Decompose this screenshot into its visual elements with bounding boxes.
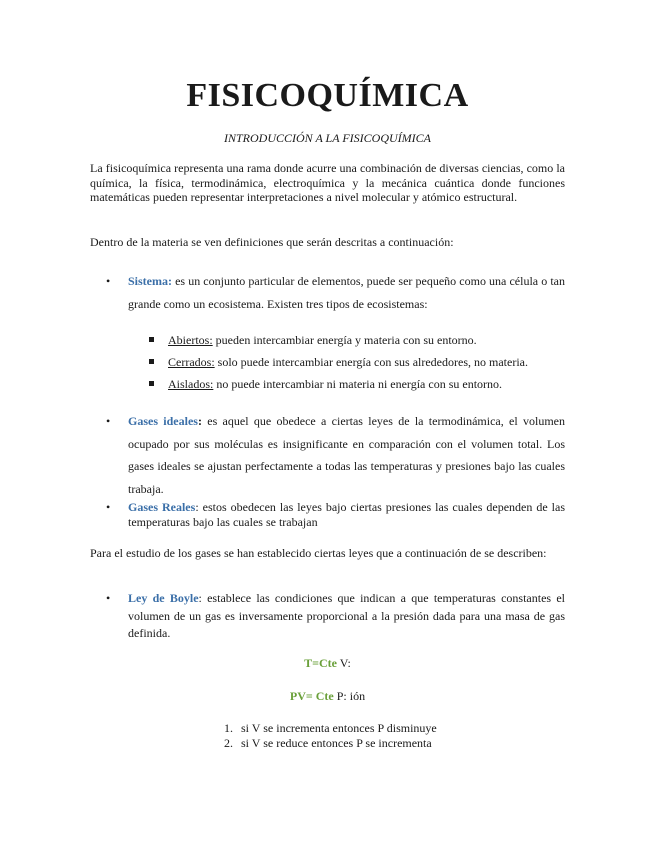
document-title: FISICOQUÍMICA (186, 77, 469, 114)
document-subtitle: INTRODUCCIÓN A LA FISICOQUÍMICA (223, 131, 431, 145)
abiertos-text: pueden intercambiar energía y materia con su entorno. (212, 333, 477, 347)
term-sistema: Sistema: (128, 274, 172, 288)
list-item (168, 329, 565, 351)
bullet-ley-boyle (106, 590, 565, 643)
square-bullet-icon (149, 381, 154, 386)
term-ley-boyle: Ley de Boyle (128, 591, 199, 605)
term-abiertos: Abiertos: (168, 333, 213, 347)
term-colon: : (197, 414, 202, 428)
bullet-marker: • (106, 500, 111, 514)
sistema-text: es un conjunto particular de elementos, puede ser pequeño como una célula o tan grande como un ecosistema. Existen tres tipos de ecosistemas: (128, 274, 565, 311)
formula-temperature-rest: V: (336, 656, 351, 670)
square-bullet-icon (149, 337, 154, 342)
bullet-marker: • (106, 591, 111, 605)
aislados-text: no puede intercambiar ni materia ni energía con su entorno. (213, 377, 503, 391)
gases-ideales-text: es aquel que obedece a ciertas leyes de la termodinámica, el volumen ocupado por sus moléculas es insignificante en comparación con el volumen total. Los gases ideales se ajustan perfectamente a todas las temperaturas y presiones bajo las cuales trabaja. (128, 414, 565, 496)
list-item (224, 721, 524, 736)
term-gases-reales: Gases Reales (128, 500, 196, 514)
bullet-sistema (106, 270, 565, 315)
term-aislados: Aislados: (168, 377, 214, 391)
formula-temperature (90, 656, 565, 671)
term-cerrados: Cerrados: (168, 355, 215, 369)
term-gases-ideales: Gases ideales (128, 414, 198, 428)
list-item (168, 351, 565, 373)
formula-pv-highlight: PV= Cte (289, 689, 334, 703)
square-bullet-icon (149, 359, 154, 364)
list-item (224, 736, 524, 751)
bullet-gases-reales (106, 500, 565, 530)
numbered-list (224, 721, 524, 751)
laws-intro: Para el estudio de los gases se han establecido ciertas leyes que a continuación de se describen: (90, 546, 547, 560)
ley-boyle-text: : establece las condiciones que indican a que temperaturas constantes el volumen de un gas es inversamente proporcional a la presión dada para una masa de gas definida. (128, 591, 565, 640)
formula-temperature-highlight: T=Cte (304, 656, 337, 670)
list-item (168, 373, 565, 395)
formula-pv (90, 689, 565, 704)
list-number: 1. (224, 721, 233, 735)
definitions-intro: Dentro de la materia se ven definiciones que serán descritas a continuación: (90, 235, 454, 249)
list-text: si V se incrementa entonces P disminuye (241, 721, 437, 735)
list-number: 2. (224, 736, 233, 750)
bullet-marker: • (106, 274, 111, 288)
ecosystem-types-list (168, 329, 565, 395)
gases-reales-text: : estos obedecen las leyes bajo ciertas presiones las cuales dependen de las temperaturas bajo las cuales se trabajan (128, 500, 565, 529)
bullet-gases-ideales (106, 410, 565, 500)
formula-pv-rest: P: ión (333, 689, 366, 703)
intro-paragraph: La fisicoquímica representa una rama donde acurre una combinación de diversas ciencias, como la química, la física, termodinámica, electroquímica y la mecánica cuántica donde funciones matemáticas pueden representar interpretaciones a nivel molecular y atómico estructural. (90, 161, 565, 204)
list-text: si V se reduce entonces P se incrementa (241, 736, 432, 750)
cerrados-text: solo puede intercambiar energía con sus alrededores, no materia. (214, 355, 528, 369)
bullet-marker: • (106, 414, 111, 428)
